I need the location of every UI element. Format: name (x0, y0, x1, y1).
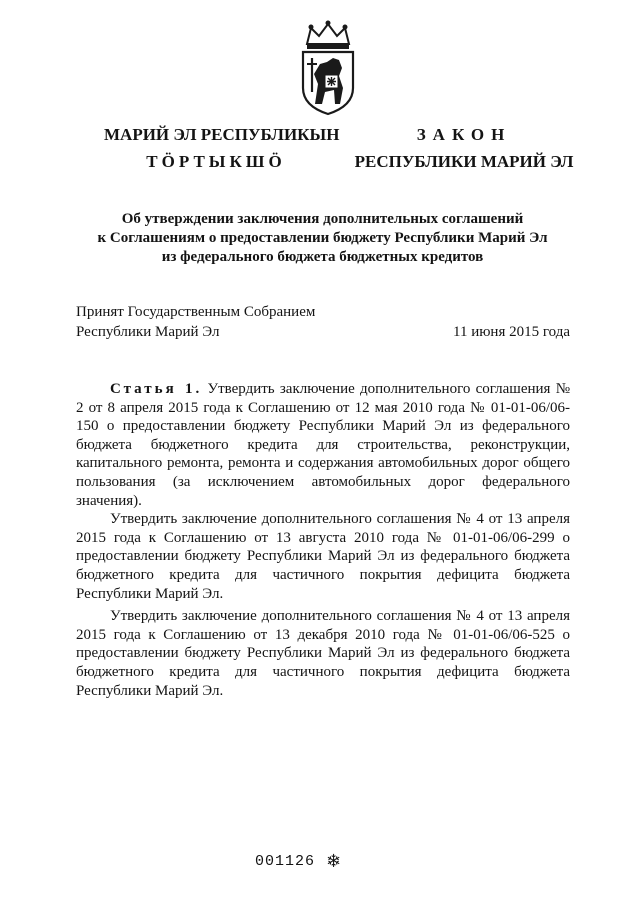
article-paragraph: Утвердить заключение дополнительного соглашения № 4 от 13 апреля 2015 года к Соглашению от 13 августа 2010 года № 01-01-06/06-299 о предоставлении бюджету Республики Марий Эл из федерального бюджета бюджетного кредита для частичного покрытия дефицита бюджета Республики Марий Эл. (76, 511, 570, 602)
adopted-by-line: Принят Государственным Собранием (76, 304, 316, 320)
adoption-date: 11 июня 2015 года (453, 324, 570, 340)
snowflake-mark-icon: ❄ (326, 851, 342, 872)
header-law-word-mari: ТӦРТЫКШӦ (146, 152, 286, 171)
article-paragraph (76, 380, 570, 510)
article-paragraph: Утвердить заключение дополнительного соглашения № 4 от 13 апреля 2015 года к Соглашению от 13 декабря 2010 года № 01-01-06/06-525 о предоставлении бюджету Республики Марий Эл из федерального бюджета бюджетного кредита для частичного покрытия дефицита бюджета Республики Марий Эл. (76, 608, 570, 699)
article-label: Статья 1. (110, 381, 203, 397)
header-republic-name: РЕСПУБЛИКИ МАРИЙ ЭЛ (354, 152, 574, 171)
title-line: к Соглашениям о предоставлении бюджету Республики Марий Эл (97, 230, 548, 246)
article-body (76, 380, 570, 700)
coat-of-arms-icon (293, 18, 363, 116)
title-line: Об утверждении заключения дополнительных соглашений (121, 211, 524, 227)
header-republic-name-mari: МАРИЙ ЭЛ РЕСПУБЛИКЫН (104, 125, 340, 144)
title-line: из федерального бюджета бюджетных кредитов (161, 249, 484, 265)
adopted-by-line: Республики Марий Эл (76, 324, 220, 340)
adoption-block (76, 302, 570, 342)
serial-number: 001126 (255, 853, 316, 870)
article-text: Утвердить заключение дополнительного соглашения № 2 от 8 апреля 2015 года к Соглашению от 12 мая 2010 года № 01-01-06/06-150 о предоставлении бюджету Республики Марий Эл из федерального бюджета бюджетного кредита для строительства, реконструкции, капитального ремонта, ремонта и содержания автомобильных дорог общего пользования (за исключением автомобильных дорог федерального значения). (76, 381, 571, 509)
header-law-word: ЗАКОН (416, 125, 512, 144)
document-title (75, 210, 570, 267)
